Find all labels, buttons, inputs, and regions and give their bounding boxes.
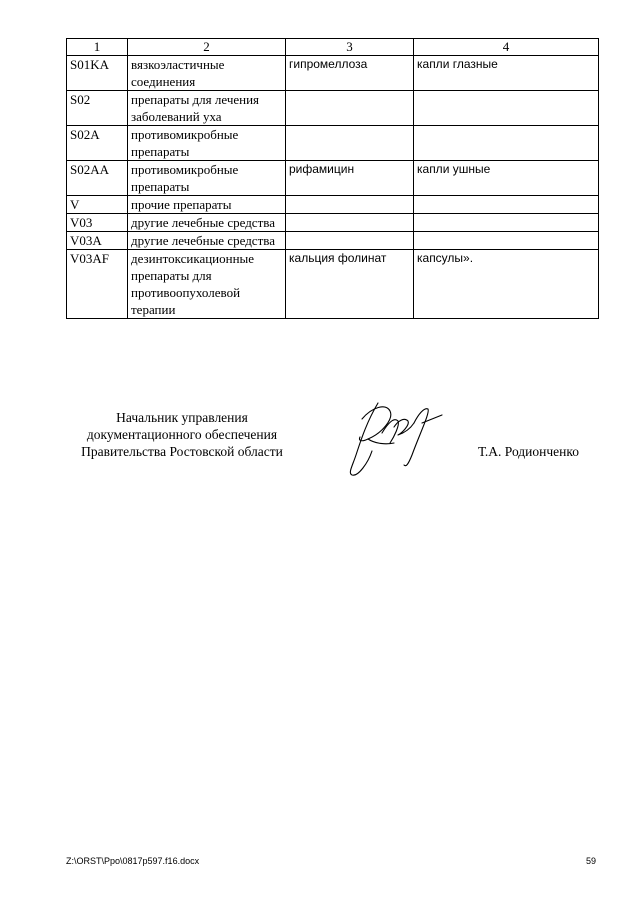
cell-pharmacological-group: прочие препараты (128, 196, 286, 214)
cell-dosage-form: капли ушные (414, 161, 599, 196)
column-header-2: 2 (128, 39, 286, 56)
table-row (67, 250, 599, 319)
cell-active-substance (286, 196, 414, 214)
cell-active-substance: гипромеллоза (286, 56, 414, 91)
cell-atc-code: S02AA (67, 161, 128, 196)
table-row (67, 196, 599, 214)
cell-atc-code: S01KA (67, 56, 128, 91)
cell-dosage-form: капли глазные (414, 56, 599, 91)
cell-dosage-form (414, 196, 599, 214)
table-row (67, 214, 599, 232)
cell-atc-code: V (67, 196, 128, 214)
table-row (67, 161, 599, 196)
cell-atc-code: V03 (67, 214, 128, 232)
medication-table (66, 38, 599, 319)
cell-pharmacological-group: противомикробные препараты (128, 161, 286, 196)
cell-pharmacological-group: другие лечебные средства (128, 214, 286, 232)
cell-active-substance: рифамицин (286, 161, 414, 196)
cell-dosage-form: капсулы». (414, 250, 599, 319)
table-row (67, 232, 599, 250)
cell-atc-code: V03AF (67, 250, 128, 319)
column-header-1: 1 (67, 39, 128, 56)
cell-atc-code: S02A (67, 126, 128, 161)
cell-pharmacological-group: другие лечебные средства (128, 232, 286, 250)
table-row (67, 126, 599, 161)
table-row (67, 56, 599, 91)
cell-atc-code: S02 (67, 91, 128, 126)
cell-active-substance: кальция фолинат (286, 250, 414, 319)
cell-active-substance (286, 91, 414, 126)
cell-dosage-form (414, 232, 599, 250)
column-header-3: 3 (286, 39, 414, 56)
cell-active-substance (286, 126, 414, 161)
column-header-4: 4 (414, 39, 599, 56)
table-row (67, 91, 599, 126)
page-number: 59 (585, 856, 596, 866)
cell-dosage-form (414, 214, 599, 232)
cell-pharmacological-group: препараты для лечения заболеваний уха (128, 91, 286, 126)
footer-file-path: Z:\ORST\Ppo\0817p597.f16.docx (66, 856, 200, 866)
signatory-title-line-1: Начальник управления (116, 410, 248, 425)
cell-atc-code: V03A (67, 232, 128, 250)
signatory-title-line-3: Правительства Ростовской области (81, 444, 283, 459)
table-header-row (67, 39, 599, 56)
cell-pharmacological-group: дезинтоксикационные препараты для противоопухолевой терапии (128, 250, 286, 319)
cell-dosage-form (414, 91, 599, 126)
cell-pharmacological-group: противомикробные препараты (128, 126, 286, 161)
cell-active-substance (286, 214, 414, 232)
cell-active-substance (286, 232, 414, 250)
signatory-name: Т.А. Родионченко (478, 444, 579, 459)
signatory-title-line-2: документационного обеспечения (86, 427, 278, 442)
cell-dosage-form (414, 126, 599, 161)
signatory-title (66, 409, 298, 460)
cell-pharmacological-group: вязкоэластичные соединения (128, 56, 286, 91)
handwritten-signature (338, 393, 448, 483)
